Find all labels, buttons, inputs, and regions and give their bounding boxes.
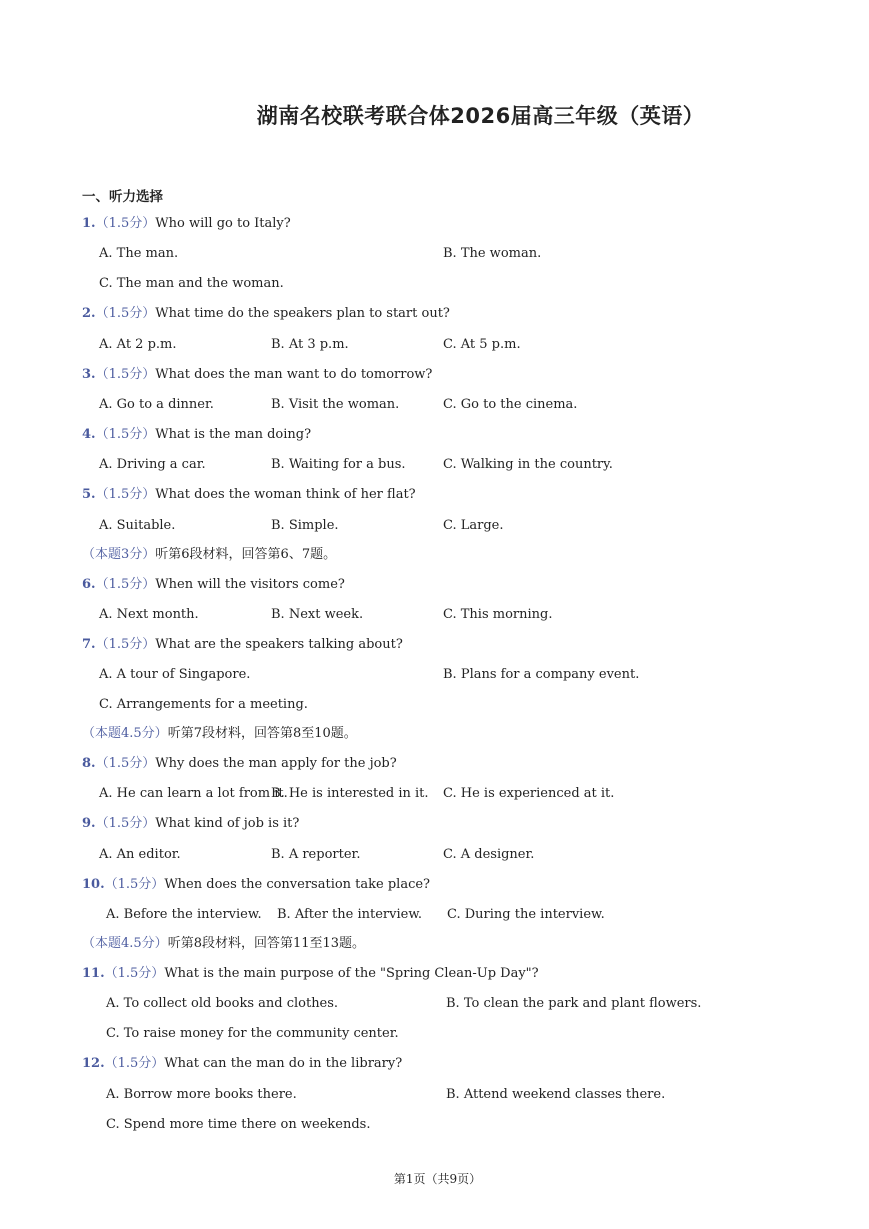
question-score: （1.5分） xyxy=(104,877,165,892)
question-12 xyxy=(82,1057,402,1070)
option-b: B. Waiting for a bus. xyxy=(271,457,406,472)
option-b: B. After the interview. xyxy=(277,907,423,922)
note-text: 听第6段材料，回答第6、7题。 xyxy=(155,547,337,562)
option-a: A. Before the interview. xyxy=(106,907,262,922)
section-note xyxy=(82,937,365,950)
question-2 xyxy=(82,307,450,320)
question-number: 8. xyxy=(82,756,96,771)
question-text: When will the visitors come? xyxy=(155,577,345,592)
option-b: B. Visit the woman. xyxy=(271,397,400,412)
option-a: A. Suitable. xyxy=(99,518,176,533)
option-b: B. A reporter. xyxy=(271,847,361,862)
question-number: 11. xyxy=(82,966,105,981)
note-score: （本题4.5分） xyxy=(82,726,168,741)
question-score: （1.5分） xyxy=(95,216,156,231)
question-score: （1.5分） xyxy=(104,966,165,981)
question-score: （1.5分） xyxy=(104,1056,165,1071)
option-b: B. He is interested in it. xyxy=(271,786,429,801)
question-number: 7. xyxy=(82,637,96,652)
question-number: 9. xyxy=(82,816,96,831)
question-text: What is the man doing? xyxy=(155,427,312,442)
question-4 xyxy=(82,428,311,441)
note-score: （本题3分） xyxy=(82,547,156,562)
option-c: C. Spend more time there on weekends. xyxy=(106,1117,371,1132)
question-score: （1.5分） xyxy=(95,816,156,831)
option-c: C. Go to the cinema. xyxy=(443,397,578,412)
question-10 xyxy=(82,878,430,891)
option-a: A. A tour of Singapore. xyxy=(99,667,251,682)
section-note xyxy=(82,727,357,740)
question-number: 4. xyxy=(82,427,96,442)
option-c: C. During the interview. xyxy=(447,907,605,922)
note-text: 听第8段材料，回答第11至13题。 xyxy=(167,936,366,951)
option-a: A. He can learn a lot from it. xyxy=(99,786,288,801)
question-text: What can the man do in the library? xyxy=(164,1056,403,1071)
question-6 xyxy=(82,578,345,591)
option-a: A. At 2 p.m. xyxy=(99,337,177,352)
question-score: （1.5分） xyxy=(95,427,156,442)
question-11 xyxy=(82,967,539,980)
question-score: （1.5分） xyxy=(95,367,156,382)
question-score: （1.5分） xyxy=(95,577,156,592)
question-number: 2. xyxy=(82,306,96,321)
option-b: B. Simple. xyxy=(271,518,339,533)
question-text: What time do the speakers plan to start out? xyxy=(155,306,450,321)
option-c: C. Large. xyxy=(443,518,504,533)
note-score: （本题4.5分） xyxy=(82,936,168,951)
option-a: A. Go to a dinner. xyxy=(99,397,214,412)
option-c: C. A designer. xyxy=(443,847,535,862)
option-b: B. The woman. xyxy=(443,246,542,261)
option-b: B. At 3 p.m. xyxy=(271,337,349,352)
option-c: C. Arrangements for a meeting. xyxy=(99,697,308,712)
section-heading: 一、听力选择 xyxy=(82,189,163,205)
question-8 xyxy=(82,757,397,770)
section-note xyxy=(82,548,336,561)
note-text: 听第7段材料，回答第8至10题。 xyxy=(167,726,357,741)
option-c: C. At 5 p.m. xyxy=(443,337,521,352)
option-c: C. This morning. xyxy=(443,607,553,622)
question-number: 12. xyxy=(82,1056,105,1071)
question-5 xyxy=(82,488,416,501)
option-a: A. The man. xyxy=(99,246,179,261)
question-9 xyxy=(82,817,299,830)
option-c: C. He is experienced at it. xyxy=(443,786,615,801)
option-a: A. To collect old books and clothes. xyxy=(106,996,339,1011)
question-number: 5. xyxy=(82,487,96,502)
option-a: A. Borrow more books there. xyxy=(106,1087,297,1102)
question-score: （1.5分） xyxy=(95,306,156,321)
page-title: 湖南名校联考联合体2026届高三年级（英语） xyxy=(256,104,705,128)
question-text: Who will go to Italy? xyxy=(155,216,291,231)
question-score: （1.5分） xyxy=(95,756,156,771)
option-a: A. An editor. xyxy=(99,847,181,862)
question-text: What is the main purpose of the "Spring Clean-Up Day"? xyxy=(164,966,539,981)
question-text: What does the woman think of her flat? xyxy=(155,487,416,502)
question-text: What are the speakers talking about? xyxy=(155,637,403,652)
question-text: What kind of job is it? xyxy=(155,816,300,831)
option-b: B. To clean the park and plant flowers. xyxy=(446,996,702,1011)
option-a: A. Driving a car. xyxy=(99,457,206,472)
question-number: 6. xyxy=(82,577,96,592)
option-a: A. Next month. xyxy=(99,607,199,622)
question-text: Why does the man apply for the job? xyxy=(155,756,397,771)
option-c: C. Walking in the country. xyxy=(443,457,613,472)
question-number: 3. xyxy=(82,367,96,382)
question-number: 1. xyxy=(82,216,96,231)
page-footer: 第1页（共9页） xyxy=(393,1172,482,1186)
question-1 xyxy=(82,217,291,230)
option-b: B. Next week. xyxy=(271,607,364,622)
option-b: B. Attend weekend classes there. xyxy=(446,1087,666,1102)
option-c: C. To raise money for the community center. xyxy=(106,1026,399,1041)
question-number: 10. xyxy=(82,877,105,892)
question-7 xyxy=(82,638,403,651)
option-c: C. The man and the woman. xyxy=(99,276,284,291)
option-b: B. Plans for a company event. xyxy=(443,667,640,682)
question-text: What does the man want to do tomorrow? xyxy=(155,367,433,382)
question-text: When does the conversation take place? xyxy=(164,877,431,892)
question-3 xyxy=(82,368,432,381)
question-score: （1.5分） xyxy=(95,637,156,652)
question-score: （1.5分） xyxy=(95,487,156,502)
